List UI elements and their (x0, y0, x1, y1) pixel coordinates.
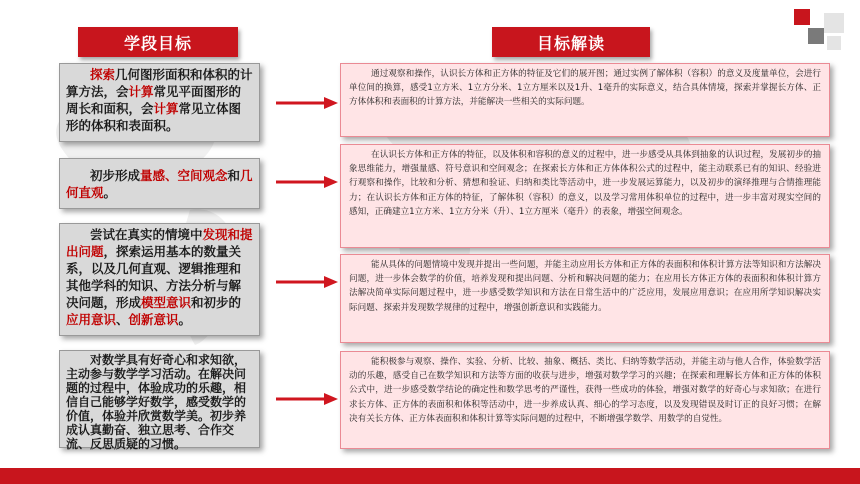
goal-text-segment: 几何图形面积和体积的计算方法，会 (66, 67, 253, 99)
interpretation-box-1 (340, 63, 830, 137)
decorative-square (827, 36, 841, 50)
goal-text-segment: 几何直观 (66, 168, 253, 200)
goal-text-segment: 。 (178, 312, 192, 327)
goal-text-segment: ，探索运用基本的数量关系，以及几何直观、逻辑推理和其他学科的知识、方法分析与解决问题，形成 (66, 244, 242, 310)
goal-text-segment: 计算 (153, 101, 179, 116)
right-arrow-icon (276, 175, 338, 189)
interpretation-text: 能积极参与观察、操作、实验、分析、比较、抽象、概括、类比、归纳等数学活动，并能主动与他人合作，体验数学活动的乐趣，感受自己在数学知识和方法等方面的收获与进步，增强对数学学习的兴趣；在探索和理解长方体和正方体的体积公式中，进一步感受数学结论的确定性和数学思考的严谨性，获得一些成功的体验，增强对数学的好奇心与求知欲；在进行求长方体、正方体的表面积和体积等活动中，进一步养成认真、细心的学习态度，以及发现错误及时订正的良好习惯；在解决有关长方体、正方体表面积和体积计算等实际问题的过程中，不断增强学数学、用数学的自觉性。 (349, 357, 821, 424)
interpretation-text: 能从具体的问题情境中发现并提出一些问题，并能主动应用长方体和正方体的表面积和体积计算方法等知识和方法解决问题，进一步体会数学的价值，培养发现和提出问题、分析和解决问题的能力；在应用长方体正方体的表面积和体积计算方法解决简单实际问题过程中，进一步感受数学知识和方法在日常生活中的广泛应用，发展应用意识；在应用所学知识解决实际问题、探索并发现数学规律的过程中，增强创新意识和实践能力。 (349, 260, 821, 313)
goal-text-segment: 模型意识 (141, 295, 192, 310)
stage-goals-header: 学段目标 (78, 27, 238, 57)
right-arrow-icon (276, 392, 338, 406)
goal-text-segment: 常见平面图形的周长和面积，会 (66, 84, 242, 116)
goal-text-segment: 尝试在真实的情境中 (90, 227, 203, 242)
stage-goal-box-1 (59, 63, 260, 142)
decorative-square (794, 9, 810, 25)
goal-text-segment: 。 (103, 185, 117, 200)
right-arrow-icon (276, 96, 338, 110)
interpretation-text: 在认识长方体和正方体的特征，以及体积和容积的意义的过程中，进一步感受从具体到抽象的认识过程，发展初步的抽象思维能力，增强量感、符号意识和空间观念；在探索长方体和正方体体积公式的过程中，能主动联系已有的知识、经验进行观察和操作，比较和分析、猜想和验证、归纳和类比等活动中，进一步发展运算能力，以及初步的演绎推理与合情推理能力；在认识长方体和正方体的特征，了解体积（容积）的意义，以及学习常用体积单位的过程中，进一步丰富对现实空间的感知，正确建立1立方米、1立方分米（升）、1立方厘米（毫升）的表象，增强空间观念。 (349, 150, 821, 217)
goal-text-segment: 探索 (90, 67, 116, 82)
stage-goal-box-4 (59, 350, 260, 451)
right-arrow-icon (276, 275, 338, 289)
goal-text-segment: 计算 (128, 84, 154, 99)
goal-text-segment: 常见立体图形的体积和表面积。 (66, 101, 242, 133)
goal-text-segment: 量感、空间观念 (140, 168, 228, 183)
stage-goal-box-3 (59, 223, 260, 336)
goal-text-segment: 发现和提出问题 (66, 227, 253, 259)
goal-text-segment: 初步形成 (90, 168, 141, 183)
decorative-square (824, 13, 844, 33)
interpretation-box-3 (340, 254, 830, 343)
goal-text-segment: 应用意识 (66, 312, 117, 327)
goal-text-segment: 和 (227, 168, 241, 183)
goal-text-segment: 、 (116, 312, 129, 327)
bottom-accent-bar (0, 468, 860, 484)
goal-interpretation-header: 目标解读 (492, 27, 650, 57)
decorative-square (808, 28, 824, 44)
interpretation-box-2 (340, 144, 830, 248)
interpretation-text: 通过观察和操作，认识长方体和正方体的特征及它们的展开图；通过实例了解体积（容积）的意义及度量单位，会进行单位间的换算，感受1立方米、1立方分米、1立方厘米以及1升、1毫升的实际意义，结合具体情境，探索并掌握长方体、正方体体积和表面积的计算方法，并能解决一些相关的实际问题。 (349, 69, 821, 108)
stage-goal-box-2 (59, 158, 260, 209)
goal-text-segment: 对数学具有好奇心和求知欲，主动参与数学学习活动。在解决问题的过程中，体验成功的乐趣，相信自己能够学好数学，感受数学的价值，体验并欣赏数学美。初步养成认真勤奋、独立思考、合作交流、反思质疑的习惯。 (66, 353, 247, 451)
goal-text-segment: 和初步的 (191, 295, 242, 310)
interpretation-box-4 (340, 351, 830, 449)
goal-text-segment: 创新意识 (128, 312, 179, 327)
